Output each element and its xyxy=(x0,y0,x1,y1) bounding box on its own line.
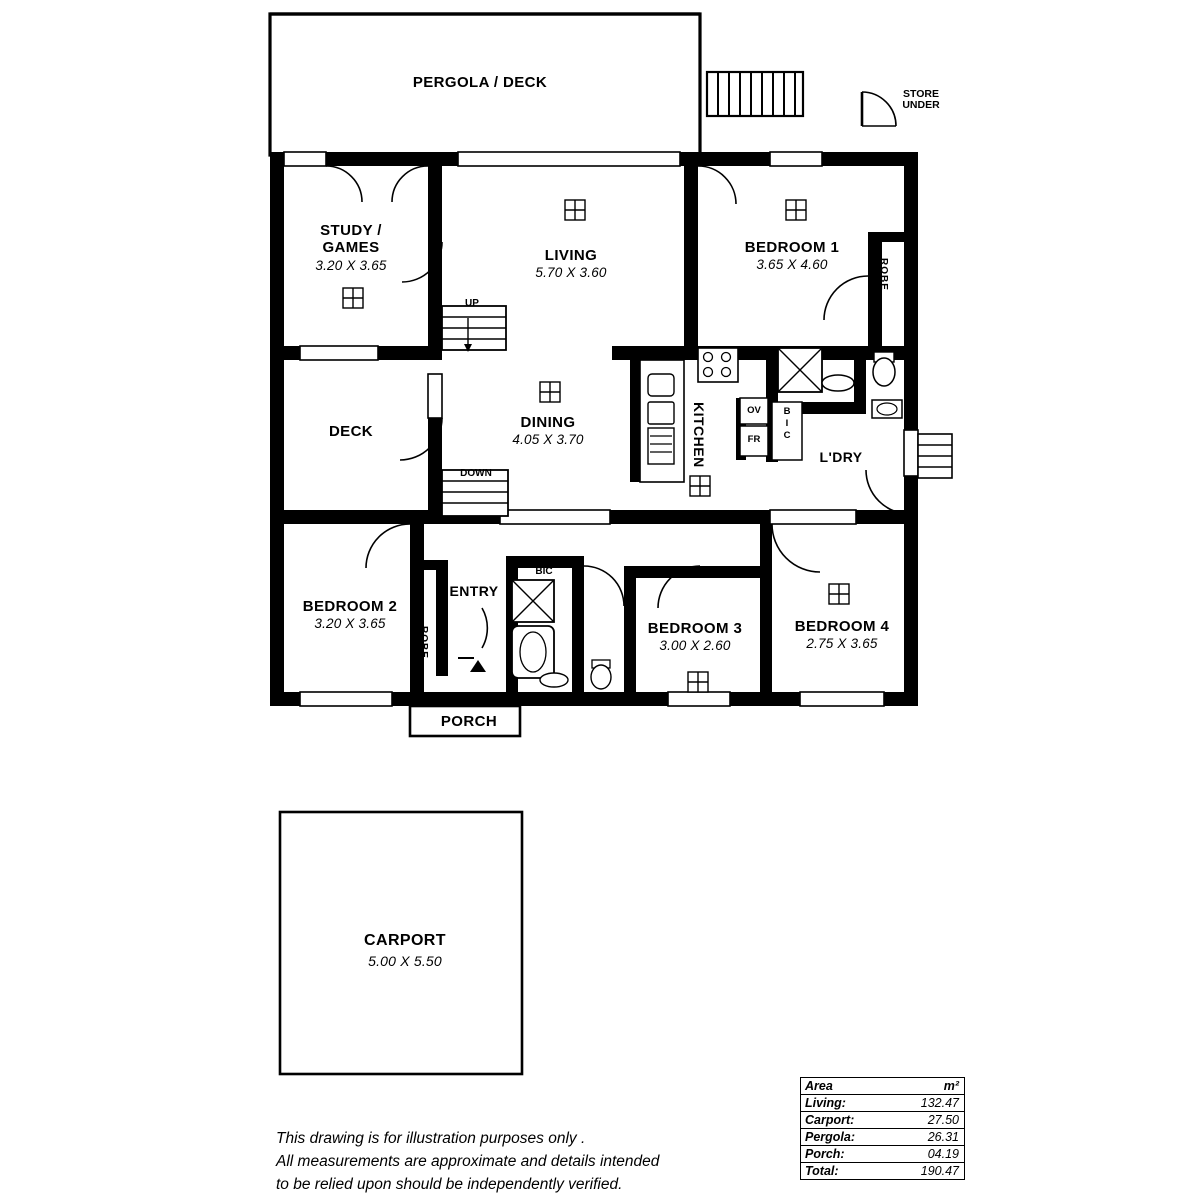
area-header-unit: m² xyxy=(943,1079,959,1093)
external-steps xyxy=(918,434,952,478)
room-label-bedroom2: BEDROOM 2 xyxy=(302,598,398,615)
room-label-deck: DECK xyxy=(328,423,374,440)
room-dim-bedroom4: 2.75 X 3.65 xyxy=(806,636,878,651)
room-label-entry: ENTRY xyxy=(449,583,499,599)
down-label: DOWN xyxy=(460,468,492,479)
area-summary-table xyxy=(800,1077,965,1180)
area-value-pergola: 26.31 xyxy=(927,1130,959,1144)
room-dim-bedroom3: 3.00 X 2.60 xyxy=(659,638,731,653)
area-row-carport xyxy=(801,1112,964,1129)
room-label-bedroom3: BEDROOM 3 xyxy=(647,620,743,637)
room-label-study: STUDY / GAMES xyxy=(320,222,382,256)
bathroom-fixtures xyxy=(512,580,611,689)
room-label-laundry: L'DRY xyxy=(819,449,863,465)
bic-label-hall: BIC xyxy=(535,566,553,577)
robe-label-bedroom1: ROBE xyxy=(878,257,889,291)
area-table-header xyxy=(801,1078,964,1095)
area-label-living: Living: xyxy=(805,1096,846,1110)
area-label-carport: Carport: xyxy=(805,1113,855,1127)
disclaimer-line-1: This drawing is for illustration purposes only . xyxy=(276,1130,586,1147)
room-dim-living: 5.70 X 3.60 xyxy=(535,265,607,280)
disclaimer-line-3: to be relied upon should be independently verified. xyxy=(276,1176,623,1193)
area-value-porch: 04.19 xyxy=(927,1147,959,1161)
area-label-porch: Porch: xyxy=(805,1147,845,1161)
room-dim-bedroom1: 3.65 X 4.60 xyxy=(756,257,828,272)
room-dim-bedroom2: 3.20 X 3.65 xyxy=(314,616,386,631)
room-label-kitchen: KITCHEN xyxy=(691,402,707,468)
room-dim-dining: 4.05 X 3.70 xyxy=(512,432,584,447)
bic-label-kitchen: B I C xyxy=(783,406,791,441)
area-value-carport: 27.50 xyxy=(927,1113,959,1127)
area-row-total xyxy=(801,1163,964,1179)
room-dim-study: 3.20 X 3.65 xyxy=(315,258,387,273)
area-row-pergola xyxy=(801,1129,964,1146)
room-label-porch: PORCH xyxy=(440,713,498,730)
room-label-dining: DINING xyxy=(520,414,576,431)
area-row-living xyxy=(801,1095,964,1112)
up-label: UP xyxy=(465,298,479,309)
area-value-total: 190.47 xyxy=(920,1164,959,1178)
internal-stairs xyxy=(442,306,508,516)
room-label-living: LIVING xyxy=(544,247,598,264)
area-value-living: 132.47 xyxy=(920,1096,959,1110)
area-label-pergola: Pergola: xyxy=(805,1130,856,1144)
area-header-label: Area xyxy=(805,1079,833,1093)
area-row-porch xyxy=(801,1146,964,1163)
room-label-pergola: PERGOLA / DECK xyxy=(412,74,548,91)
disclaimer-line-2: All measurements are approximate and details intended xyxy=(276,1153,660,1170)
room-label-bedroom1: BEDROOM 1 xyxy=(744,239,840,256)
robe-label-bedroom2: ROBE xyxy=(418,625,429,659)
entry-arrow xyxy=(458,658,486,672)
room-label-bedroom4: BEDROOM 4 xyxy=(794,618,890,635)
room-dim-carport: 5.00 X 5.50 xyxy=(368,953,442,969)
fridge-label: FR xyxy=(747,434,761,445)
room-label-carport: CARPORT xyxy=(364,932,446,949)
oven-label: OV xyxy=(747,405,761,416)
store-under-label: STORE UNDER xyxy=(902,88,940,111)
area-label-total: Total: xyxy=(805,1164,839,1178)
pergola-stair xyxy=(707,72,803,116)
